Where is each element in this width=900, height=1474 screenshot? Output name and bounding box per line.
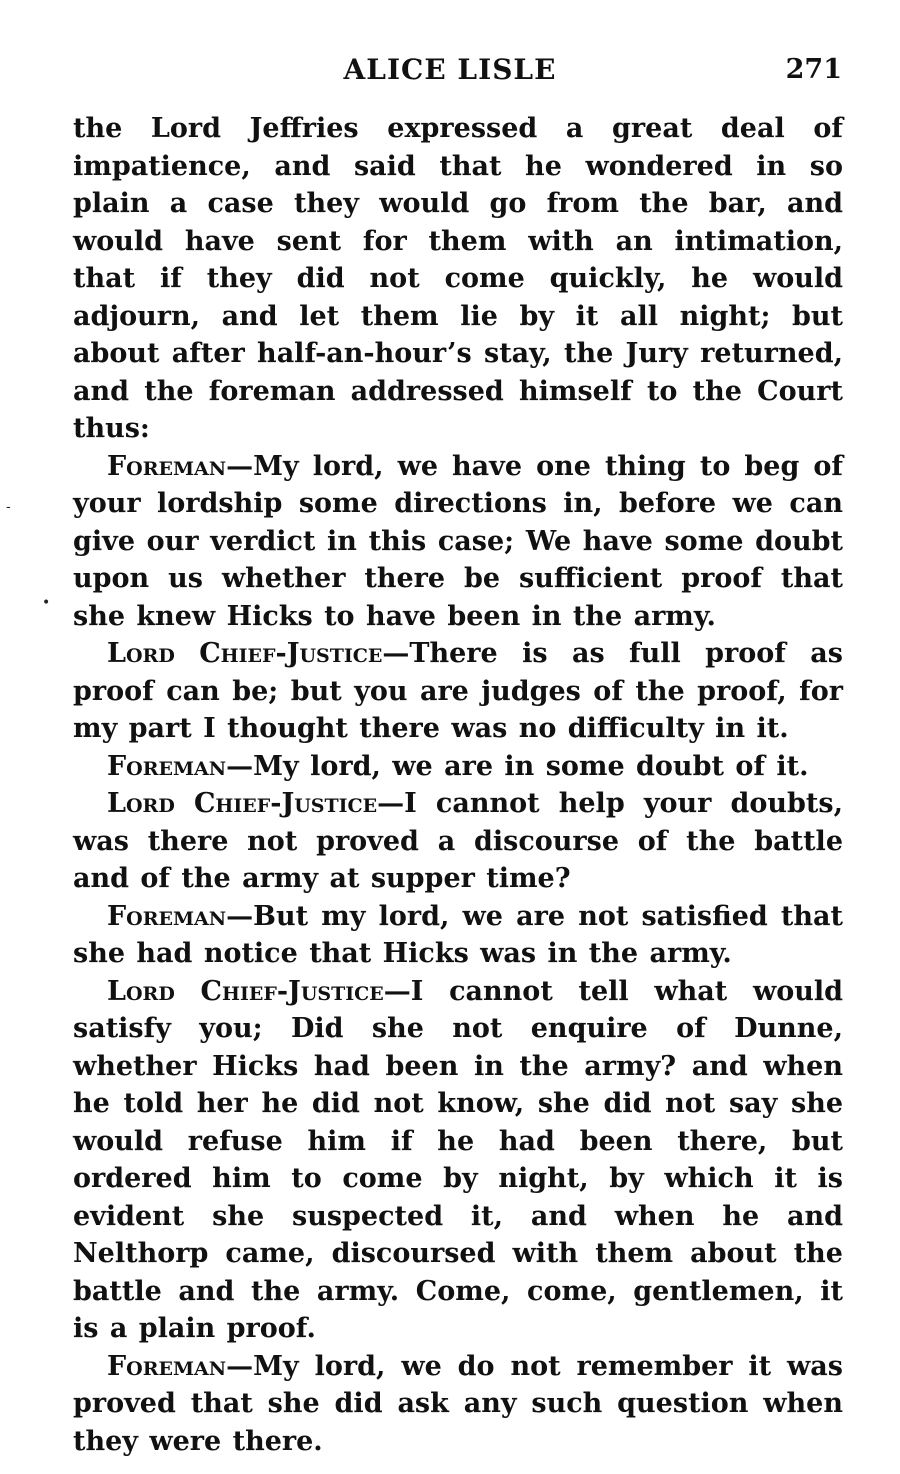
exchange-foreman xyxy=(73,748,843,786)
speech-text: I cannot tell what would satisfy you; Did she not enquire of Dunne, whether Hicks had been in the army? and when he told her he did not know, she did not say she would refuse him if he had been there, but ordered him to come by night, by which it is evident she suspected it, and when he and Nelthorp came, discoursed with them about the battle and the army. Come, come, gentlemen, it is a plain proof. xyxy=(73,975,844,1344)
speaker-dash: — xyxy=(226,750,254,782)
speech-text: I cannot help your doubts, was there not proved a discourse of the battle and of the army at supper time? xyxy=(73,788,844,894)
exchange-foreman xyxy=(73,1348,843,1461)
speaker-dash: — xyxy=(226,450,254,482)
speaker-name: Lord Chief-Justice xyxy=(107,788,378,819)
margin-dash-mark: - xyxy=(6,499,11,515)
exchange-lord-chief-justice xyxy=(73,635,843,748)
speaker-dash: — xyxy=(382,638,410,669)
speech-text: There is as full proof as proof can be; but you are judges of the proof, for my part I thought there was no difficulty in it. xyxy=(73,638,844,744)
speaker-name: Foreman xyxy=(107,450,227,482)
speaker-name: Foreman xyxy=(107,1350,227,1382)
speaker-dash: — xyxy=(226,1350,254,1382)
exchange-foreman xyxy=(73,898,843,973)
speech-text: My lord, we have one thing to beg of your lordship some directions in, before we can give our verdict in this case; We have some doubt upon us whether there be sufficient proof that she knew Hicks to have been in the army. xyxy=(73,450,843,632)
speaker-name: Lord Chief-Justice xyxy=(107,638,383,669)
speech-text: But my lord, we are not satisfied that she had notice that Hicks was in the army. xyxy=(73,900,843,969)
exchange-foreman xyxy=(73,448,843,636)
speaker-dash: — xyxy=(383,975,411,1007)
exchange-lord-chief-justice xyxy=(73,785,843,898)
speech-text: My lord, we are in some doubt of it. xyxy=(253,750,809,782)
page-body xyxy=(73,110,843,1460)
speaker-dash: — xyxy=(226,900,254,932)
page-number: 271 xyxy=(785,54,842,85)
speaker-name: Foreman xyxy=(107,900,227,932)
speaker-name: Foreman xyxy=(107,750,227,782)
exchange-lord-chief-justice xyxy=(73,973,843,1348)
margin-dot-mark: • xyxy=(42,595,51,611)
running-head: ALICE LISLE xyxy=(343,53,557,86)
page-header xyxy=(0,50,900,90)
opening-paragraph: the Lord Jeffries expressed a great deal of impatience, and said that he wondered in so plain a case they would go from the bar, and would have sent for them with an intimation, that if they did not come quickly, he would adjourn, and let them lie by it all night; but about after half-an-hour’s stay, the Jury returned, and the foreman addressed himself to the Court thus: xyxy=(73,113,843,444)
speech-text: My lord, we do not remember it was proved that she did ask any such question when they were there. xyxy=(73,1350,843,1457)
speaker-name: Lord Chief-Justice xyxy=(107,975,384,1007)
speaker-dash: — xyxy=(377,788,405,819)
